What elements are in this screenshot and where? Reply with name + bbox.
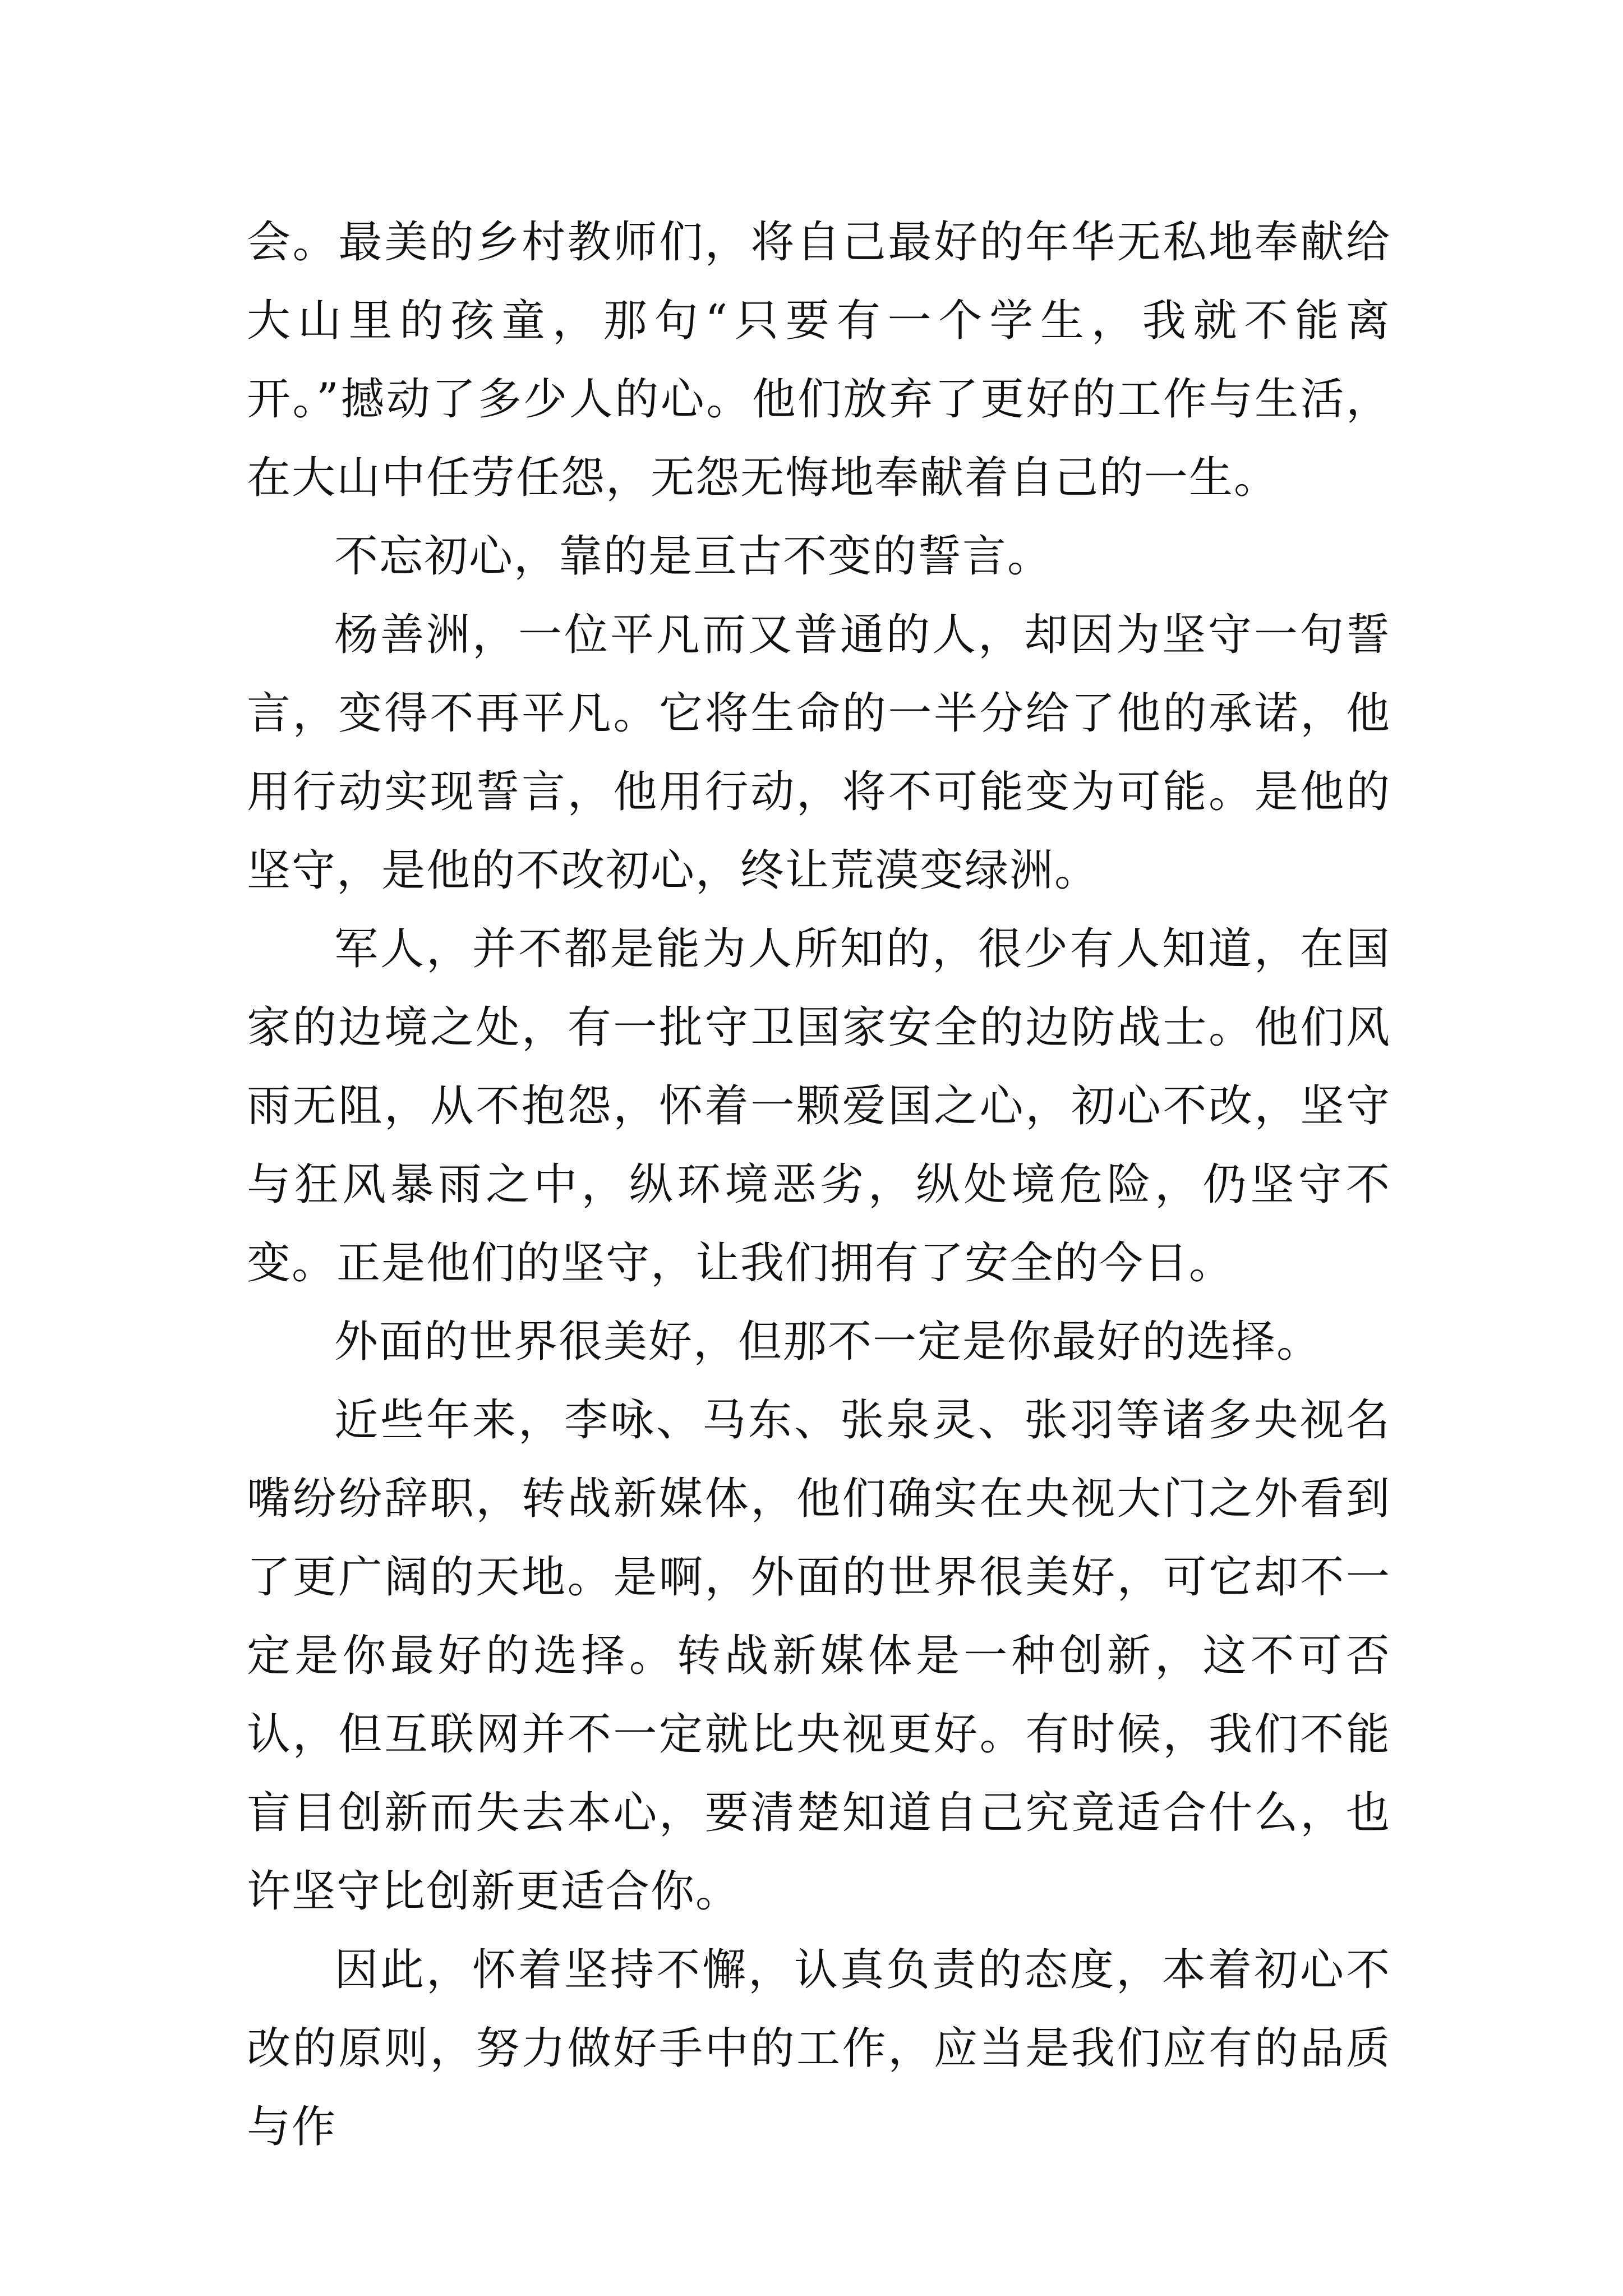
paragraph-6: 近些年来，李咏、马东、张泉灵、张羽等诸多央视名嘴纷纷辞职，转战新媒体，他们确实在央视大门之外看到了更广阔的天地。是啊，外面的世界很美好，可它却不一定是你最好的选择。转战新媒体是一种创新，这不可否认，但互联网并不一定就比央视更好。有时候，我们不能盲目创新而失去本心，要清楚知道自己究竟适合什么，也许坚守比创新更适合你。 bbox=[247, 1395, 1391, 1917]
body-text bbox=[247, 203, 1391, 2166]
paragraph-1: 会。最美的乡村教师们，将自己最好的年华无私地奉献给大山里的孩童，那句“只要有一个学生，我就不能离开。”撼动了多少人的心。他们放弃了更好的工作与生活，在大山中任劳任怨，无怨无悔地奉献着自己的一生。 bbox=[247, 217, 1391, 503]
paragraph-3: 杨善洲，一位平凡而又普通的人，却因为坚守一句誓言，变得不再平凡。它将生命的一半分给了他的承诺，他用行动实现誓言，他用行动，将不可能变为可能。是他的坚守，是他的不改初心，终让荒漠变绿洲。 bbox=[247, 610, 1391, 896]
paragraph-4: 军人，并不都是能为人所知的，很少有人知道，在国家的边境之处，有一批守卫国家安全的边防战士。他们风雨无阻，从不抱怨，怀着一颗爱国之心，初心不改，坚守与狂风暴雨之中，纵环境恶劣，纵处境危险，仍坚守不变。正是他们的坚守，让我们拥有了安全的今日。 bbox=[247, 924, 1391, 1289]
paragraph-2: 不忘初心，靠的是亘古不变的誓言。 bbox=[334, 531, 1053, 582]
paragraph-5: 外面的世界很美好，但那不一定是你最好的选择。 bbox=[334, 1317, 1322, 1367]
paragraph-7: 因此，怀着坚持不懈，认真负责的态度，本着初心不改的原则，努力做好手中的工作，应当是我们应有的品质与作 bbox=[247, 1945, 1391, 2152]
